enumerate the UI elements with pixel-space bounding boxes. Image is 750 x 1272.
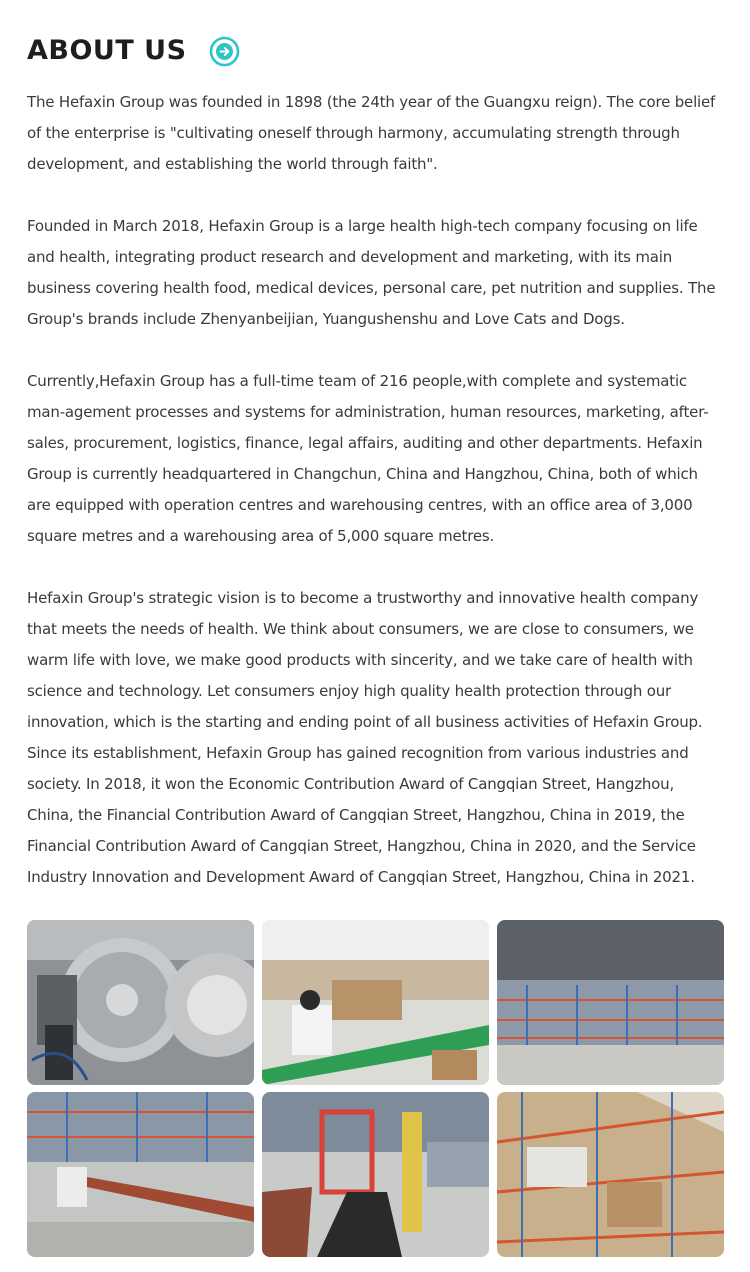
- about-text: [27, 87, 724, 924]
- conveyor-warehouse-photo: [27, 1092, 254, 1257]
- paragraph-vision: Hefaxin Group's strategic vision is to become a trustworthy and innovative health company that meets the needs of health. We think about consumers, we are close to consumers, we warm life with love, we make good products with sincerity, and we take care of health with science and technology. Let consumers enjoy high quality health protection through our innovation, which is the starting and ending point of all business activities of Hefaxin Group. Since its establishment, Hefaxin Group has gained recognition from various industries and society. In 2018, it won the Economic Contribution Award of Cangqian Street, Hangzhou, China, the Financial Contribution Award of Cangqian Street, Hangzhou, China in 2019, the Financial Contribution Award of Cangqian Street, Hangzhou, China in 2020, and the Service Industry Innovation and Development Award of Cangqian Street, Hangzhou, China in 2021.: [27, 589, 703, 886]
- warehouse-photo: [497, 920, 724, 1085]
- arrow-right-circle-icon[interactable]: [209, 36, 240, 67]
- production-line-photo: [262, 920, 489, 1085]
- section-header: [27, 32, 240, 70]
- photo-gallery: [27, 920, 724, 1257]
- paragraph-team: Currently,Hefaxin Group has a full-time team of 216 people,with complete and systematic man-agement processes and systems for administration, human resources, marketing, after-sales, procurement, logistics, finance, legal affairs, auditing and other departments. Hefaxin Group is currently headquartered in Changchun, China and Hangzhou, China, both of which are equipped with operation centres and warehousing centres, with an office area of 3,000 square metres and a warehousing area of 5,000 square metres.: [27, 372, 709, 545]
- paragraph-business: Founded in March 2018, Hefaxin Group is a large health high-tech company focusing on life and health, integrating product research and development and marketing, with its main business covering health food, medical devices, personal care, pet nutrition and supplies. The Group's brands include Zhenyanbeijian, Yuangushenshu and Love Cats and Dogs.: [27, 217, 716, 328]
- page-title: ABOUT US: [27, 35, 187, 66]
- machinery-photo: [27, 920, 254, 1085]
- paragraph-history: The Hefaxin Group was founded in 1898 (the 24th year of the Guangxu reign). The core belief of the enterprise is "cultivating oneself through harmony, accumulating strength through development, and establishing the world through faith".: [27, 93, 716, 173]
- storage-racks-photo: [497, 1092, 724, 1257]
- conveyor-belt-photo: [262, 1092, 489, 1257]
